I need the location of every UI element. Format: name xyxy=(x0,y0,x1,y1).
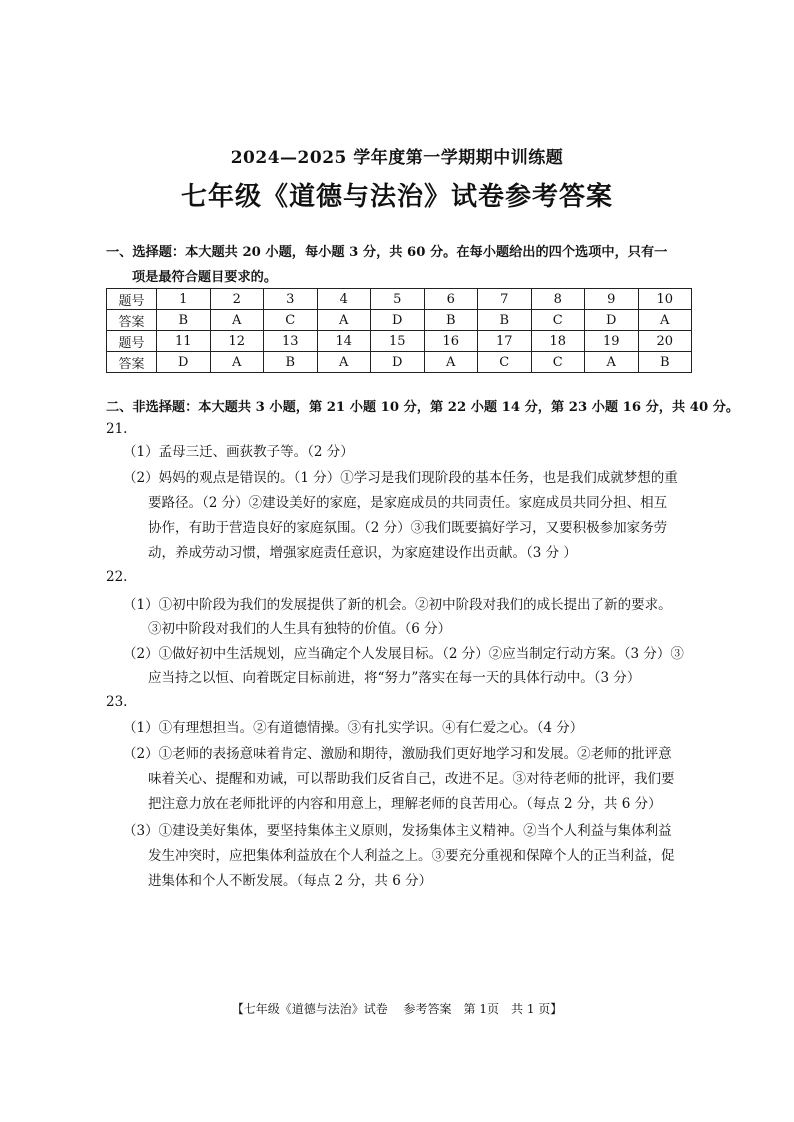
answer-table-cell: 8 xyxy=(531,289,585,310)
answer-table-cell: D xyxy=(585,310,639,331)
answer-table-cell: A xyxy=(317,352,371,373)
q22-part2-line2: 应当持之以恒、向着既定目标前进，将“努力”落实在每一天的具体行动中。（3 分） xyxy=(148,670,641,686)
answer-table-cell: C xyxy=(531,310,585,331)
answer-table-cell: 1 xyxy=(157,289,211,310)
answer-table-cell: 12 xyxy=(210,331,264,352)
q23-part2-line2: 味着关心、提醒和劝诫，可以帮助我们反省自己，改进不足。③对待老师的批评，我们要 xyxy=(148,771,675,787)
answer-table-cell: 13 xyxy=(264,331,318,352)
question-22-number: 22. xyxy=(106,569,128,585)
q21-part1: （1）孟母三迁、画荻教子等。（2 分） xyxy=(123,444,354,460)
q23-part3-line1: （3）①建设美好集体，要坚持集体主义原则，发扬集体主义精神。②当个人利益与集体利益 xyxy=(123,823,672,839)
question-23-number: 23. xyxy=(106,694,128,710)
q21-part2-line1: （2）妈妈的观点是错误的。（1 分）①学习是我们现阶段的基本任务，也是我们成就梦想的重 xyxy=(123,470,678,486)
answer-table-row xyxy=(107,331,692,352)
answer-table-cell: 3 xyxy=(264,289,318,310)
answer-table-cell: D xyxy=(371,310,425,331)
answer-table-cell: 9 xyxy=(585,289,639,310)
section1-heading xyxy=(106,240,706,290)
answer-table-row-header: 题号 xyxy=(107,289,157,310)
answer-table-cell: 15 xyxy=(371,331,425,352)
answer-table-cell: 17 xyxy=(478,331,532,352)
page-footer: 【七年级《道德与法治》试卷 参考答案 第 1页 共 1 页】 xyxy=(231,1002,563,1016)
answer-table-cell: B xyxy=(157,310,211,331)
answer-table-row xyxy=(107,289,692,310)
answer-table-cell: B xyxy=(478,310,532,331)
answer-table-cell: A xyxy=(638,310,692,331)
q23-part2-line1: （2）①老师的表扬意味着肯定、激励和期待，激励我们更好地学习和发展。②老师的批评意 xyxy=(123,746,672,762)
answer-table-cell: 19 xyxy=(585,331,639,352)
answer-table-cell: C xyxy=(531,352,585,373)
q21-part2-line3: 协作，有助于营造良好的家庭氛围。（2 分）③我们既要搞好学习，又要积极参加家务劳 xyxy=(148,520,668,536)
answer-table-row-header: 题号 xyxy=(107,331,157,352)
q21-part2-line2: 要路径。（2 分）②建设美好的家庭，是家庭成员的共同责任。家庭成员共同分担、相互 xyxy=(148,495,668,511)
answer-table-cell: B xyxy=(264,352,318,373)
q21-part2-line4: 动，养成劳动习惯，增强家庭责任意识，为家庭建设作出贡献。（3 分 ） xyxy=(148,545,577,561)
answer-table-cell: 6 xyxy=(424,289,478,310)
answer-table-cell: C xyxy=(478,352,532,373)
answer-table-cell: B xyxy=(638,352,692,373)
answer-table-cell: 18 xyxy=(531,331,585,352)
answer-table-row-header: 答案 xyxy=(107,352,157,373)
answer-table-cell: A xyxy=(210,352,264,373)
q22-part2-line1: （2）①做好初中生活规划，应当确定个人发展目标。（2 分）②应当制定行动方案。（3 分）③ xyxy=(123,646,684,662)
answer-table-cell: 10 xyxy=(638,289,692,310)
exam-subtitle: 2024—2025 学年度第一学期期中训练题 xyxy=(230,148,564,168)
answer-table-row xyxy=(107,310,692,331)
question-21-number: 21. xyxy=(106,421,128,437)
section2-heading: 二、非选择题：本大题共 3 小题，第 21 小题 10 分，第 22 小题 14 分，第 23 小题 16 分，共 40 分。 xyxy=(106,400,740,415)
section1-heading-line2: 项是最符合题目要求的。 xyxy=(132,270,278,285)
answer-table-cell: 16 xyxy=(424,331,478,352)
q23-part3-line3: 进集体和个人不断发展。（每点 2 分，共 6 分） xyxy=(148,873,433,889)
answer-table-cell: 2 xyxy=(210,289,264,310)
answer-table-cell: A xyxy=(585,352,639,373)
q22-part1-line1: （1）①初中阶段为我们的发展提供了新的机会。②初中阶段对我们的成长提出了新的要求。 xyxy=(123,597,672,613)
section1-heading-line1: 一、选择题：本大题共 20 小题，每小题 3 分，共 60 分。在每小题给出的四个选项中，只有一 xyxy=(106,245,668,260)
answer-table-cell: 11 xyxy=(157,331,211,352)
answer-table-cell: C xyxy=(264,310,318,331)
answer-table-cell: D xyxy=(157,352,211,373)
q23-part3-line2: 发生冲突时，应把集体利益放在个人利益之上。③要充分重视和保障个人的正当利益，促 xyxy=(148,848,675,864)
q23-part2-line3: 把注意力放在老师批评的内容和用意上，理解老师的良苦用心。（每点 2 分，共 6 分） xyxy=(148,796,662,812)
answer-table-cell: 20 xyxy=(638,331,692,352)
q22-part1-line2: ③初中阶段对我们的人生具有独特的价值。（6 分） xyxy=(148,621,452,637)
answer-table-cell: D xyxy=(371,352,425,373)
page-title: 七年级《道德与法治》试卷参考答案 xyxy=(180,182,613,212)
answer-table-cell: 7 xyxy=(478,289,532,310)
answer-table-cell: A xyxy=(210,310,264,331)
answer-table xyxy=(106,288,692,373)
answer-table-row-header: 答案 xyxy=(107,310,157,331)
answer-table-cell: 14 xyxy=(317,331,371,352)
answer-table-cell: B xyxy=(424,310,478,331)
answer-table-row xyxy=(107,352,692,373)
answer-table-cell: A xyxy=(317,310,371,331)
q23-part1: （1）①有理想担当。②有道德情操。③有扎实学识。④有仁爱之心。（4 分） xyxy=(123,720,584,736)
answer-table-cell: 5 xyxy=(371,289,425,310)
answer-table-cell: 4 xyxy=(317,289,371,310)
answer-table-cell: A xyxy=(424,352,478,373)
